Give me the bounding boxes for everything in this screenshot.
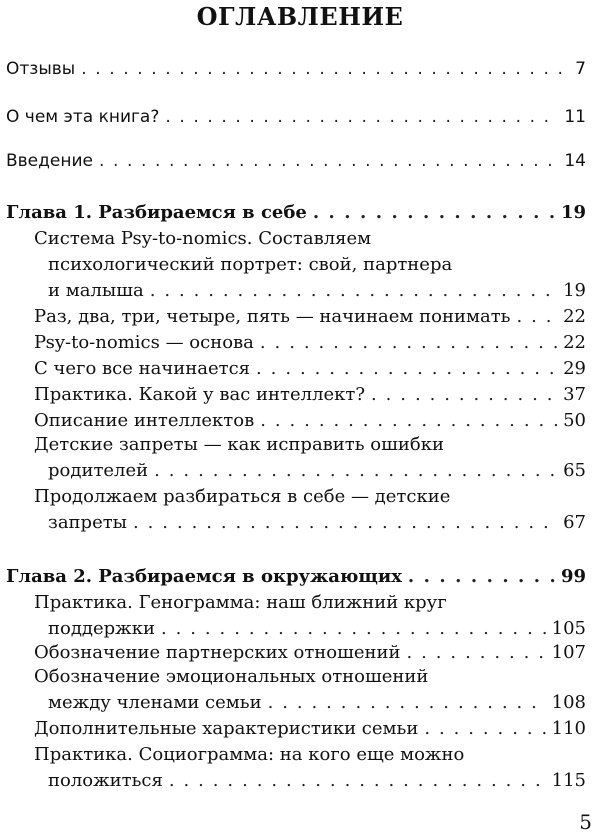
toc-entry-line: Практика. Социограмма: на кого еще можно [34, 744, 465, 765]
leader-dots [260, 330, 557, 356]
toc-entry-text: Введение [6, 151, 93, 171]
leader-dots [81, 56, 569, 82]
toc-page-number: 19 [560, 202, 586, 223]
toc-sub-entry[interactable] [34, 484, 586, 536]
toc-page-number: 108 [551, 692, 586, 713]
leader-dots [424, 716, 545, 742]
toc-sub-entry[interactable] [34, 432, 586, 484]
toc-sub-entry[interactable] [34, 330, 586, 356]
toc-entry-line: Детские запреты — как исправить ошибки [34, 434, 444, 455]
toc-entry-line: запреты [48, 512, 128, 533]
toc-sub-entry[interactable] [34, 742, 586, 794]
page-number: 5 [579, 810, 592, 834]
leader-dots [268, 690, 546, 716]
toc-sub-entry[interactable] [34, 382, 586, 408]
toc-page-number: 107 [551, 642, 586, 663]
toc-entry-line: психологический портрет: свой, партнера [48, 254, 453, 275]
toc-sub-entry[interactable] [34, 640, 586, 666]
toc-sub-entry[interactable] [34, 716, 586, 742]
toc-page-number: 22 [563, 306, 586, 327]
toc-page-number: 65 [563, 460, 586, 481]
leader-dots [165, 104, 558, 130]
leader-dots [260, 408, 557, 434]
toc-entry-line: между членами семьи [48, 692, 262, 713]
toc-page-number: 29 [563, 358, 586, 379]
toc-entry-line: положиться [48, 770, 163, 791]
page-title: ОГЛАВЛЕНИЕ [196, 2, 404, 31]
toc-page-number: 37 [563, 384, 586, 405]
leader-dots [313, 200, 555, 226]
toc-entry-line: и малыша [48, 280, 144, 301]
toc-entry-line: Psy-to-nomics — основа [34, 332, 254, 353]
leader-dots [154, 458, 557, 484]
toc-entry-line: Обозначение эмоциональных отношений [34, 666, 429, 687]
leader-dots [161, 616, 546, 642]
toc-page-number: 14 [564, 151, 586, 171]
toc-entry-line: Дополнительные характеристики семьи [34, 718, 419, 739]
toc-sub-entry[interactable] [34, 408, 586, 434]
toc-entry-line: Система Psy-to-nomics. Составляем [34, 228, 372, 249]
chapter-title: Глава 2. Разбираемся в окружающих [6, 566, 402, 587]
toc-entry-line: Продолжаем разбираться в себе — детские [34, 486, 451, 507]
leader-dots [256, 356, 557, 382]
toc-page-number: 7 [575, 59, 586, 79]
toc-page-number: 11 [564, 107, 586, 127]
toc-sub-entry[interactable] [34, 664, 586, 716]
toc-entry-text: О чем эта книга? [6, 107, 160, 127]
toc-chapter-1[interactable] [6, 200, 586, 226]
leader-dots [371, 382, 557, 408]
leader-dots [169, 768, 546, 794]
toc-page-number: 110 [551, 718, 586, 739]
chapter-title: Глава 1. Разбираемся в себе [6, 202, 307, 223]
leader-dots [407, 640, 546, 666]
leader-dots [150, 278, 557, 304]
leader-dots [408, 564, 555, 590]
leader-dots [99, 148, 558, 174]
toc-sub-entry[interactable] [34, 590, 586, 642]
toc-page-number: 22 [563, 332, 586, 353]
toc-page-number: 115 [551, 770, 586, 791]
toc-page-number: 67 [563, 512, 586, 533]
toc-entry-reviews[interactable] [6, 56, 586, 82]
toc-entry-line: Практика. Генограмма: наш ближний круг [34, 592, 447, 613]
toc-entry-text: Отзывы [6, 59, 76, 79]
leader-dots [133, 510, 557, 536]
toc-entry-line: поддержки [48, 618, 155, 639]
toc-entry-line: Раз, два, три, четыре, пять — начинаем понимать [34, 306, 511, 327]
toc-chapter-2[interactable] [6, 564, 586, 590]
toc-entry-line: Обозначение партнерских отношений [34, 642, 401, 663]
toc-page-number: 50 [563, 410, 586, 431]
toc-page-number: 19 [563, 280, 586, 301]
toc-sub-entry[interactable] [34, 304, 586, 330]
leader-dots [516, 304, 557, 330]
toc-entry-line: родителей [48, 460, 149, 481]
toc-entry-line: С чего все начинается [34, 358, 251, 379]
toc-entry-intro[interactable] [6, 148, 586, 174]
toc-sub-entry[interactable] [34, 356, 586, 382]
toc-sub-entry[interactable] [34, 226, 586, 304]
toc-entry-line: Описание интеллектов [34, 410, 255, 431]
toc-entry-about[interactable] [6, 104, 586, 130]
toc-entry-line: Практика. Какой у вас интеллект? [34, 384, 366, 405]
toc-page-number: 99 [560, 566, 586, 587]
toc-page-number: 105 [551, 618, 586, 639]
